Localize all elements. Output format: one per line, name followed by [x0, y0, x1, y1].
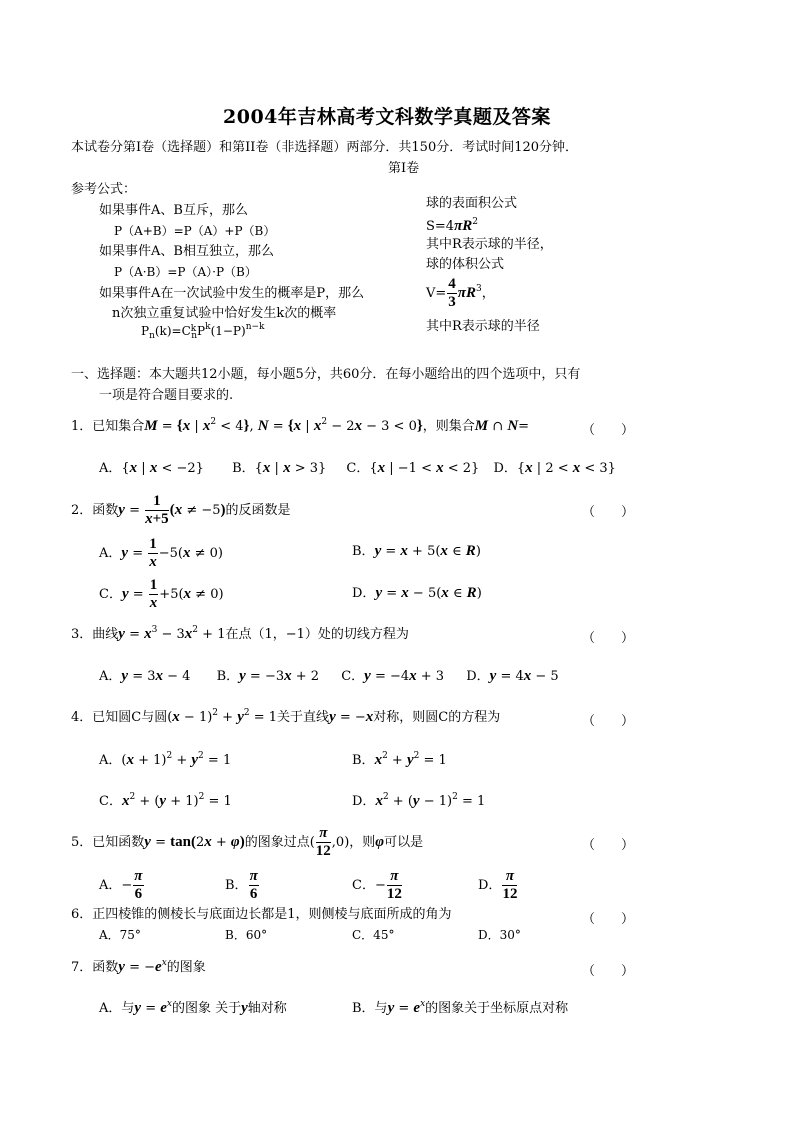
answer-bracket: （ ）	[582, 964, 635, 979]
sphere-volume-formula: V= $\frac{4}{3}$ $\pi R^3$，	[426, 276, 495, 310]
formulas-heading: 参考公式：	[71, 182, 137, 197]
q2-option-c: C．y = $\frac{1}{x}$ +5(x ≠ 0)	[99, 577, 224, 611]
section-heading-cont: 一项是符合题目要求的.	[99, 388, 234, 403]
q5-option-d: D． $\frac{\pi}{12}$	[478, 868, 518, 902]
q5-option-c: C．− $\frac{\pi}{12}$	[352, 868, 402, 902]
answer-bracket: （ ）	[582, 423, 635, 438]
q4-option-d: D．$x^2 + (y - 1)^2 = 1$	[352, 792, 486, 809]
formula-line: 如果事件A在一次试验中发生的概率是P，那么	[99, 286, 365, 301]
question-4: 4．已知圆C与圆$(x - 1)^2 + y^2 = 1$关于直线y = −x对称，则圆C的方程为	[71, 708, 501, 725]
section-heading: 一、选择题：本大题共12小题，每小题5分，共60分．在每小题给出的四个选项中，只有	[71, 367, 581, 382]
formula-line: 其中R表示球的半径，	[426, 237, 553, 252]
q1-options: A．{x | x < −2} B．{x | x > 3} C．{x | −1 < x < 2} D．{x | 2 < x < 3}	[99, 460, 616, 476]
question-3: 3．曲线$y = x^3 - 3x^2 + 1$在点（1，−1）处的切线方程为	[71, 625, 409, 642]
q6-option-a: A．75°	[99, 928, 141, 942]
sphere-area-formula: $S=4\pi R^2$	[426, 217, 479, 234]
formula-line: P（A·B）=P（A）·P（B）	[114, 265, 257, 279]
q6-option-d: D．30°	[478, 928, 521, 942]
q6-option-c: C．45°	[352, 928, 395, 942]
question-6: 6．正四棱锥的侧棱长与底面边长都是1，则侧棱与底面所成的角为	[71, 907, 452, 922]
formula-line: 球的体积公式	[426, 257, 505, 272]
formula-line: 其中R表示球的半径	[426, 319, 540, 334]
q5-option-b: B． $\frac{\pi}{6}$	[225, 868, 258, 902]
q2-option-a: A．y = $\frac{1}{x}$ −5(x ≠ 0)	[99, 536, 223, 570]
answer-bracket: （ ）	[582, 631, 635, 646]
q4-option-a: A．$(x + 1)^2 + y^2 = 1$	[99, 751, 232, 768]
q4-option-b: B．$x^2 + y^2 = 1$	[352, 751, 447, 768]
question-7: 7．函数$y = -e^x$的图象	[71, 958, 206, 975]
question-1: 1．已知集合M = {x | $x^2 < 4$}, N = {x | $x^2 - 2x - 3 < 0$}，则集合M ∩ N=	[71, 417, 530, 434]
question-5: 5．已知函数y = tan(2x + φ)的图象过点( $\frac{\pi}{12}$ ,0)，则φ可以是	[71, 825, 424, 859]
q4-option-c: C．$x^2 + (y + 1)^2 = 1$	[99, 792, 232, 809]
answer-bracket: （ ）	[582, 714, 635, 729]
q2-option-b: B．y = x + 5(x ∈ R)	[352, 543, 481, 559]
formula-line: 如果事件A、B互斥，那么	[99, 203, 248, 218]
q3-options: A．y = 3x − 4 B．y = −3x + 2 C．y = −4x + 3 D．y = 4x − 5	[99, 668, 559, 684]
part-heading: 第I卷	[388, 161, 420, 176]
q2-option-d: D．y = x − 5(x ∈ R)	[352, 585, 482, 601]
formula-line: 如果事件A、B相互独立，那么	[99, 244, 274, 259]
answer-bracket: （ ）	[582, 912, 635, 927]
q5-option-a: A．− $\frac{\pi}{6}$	[99, 868, 143, 902]
q7-option-b: B．与$y = e^x$的图象关于坐标原点对称	[352, 999, 569, 1016]
formula-line: n次独立重复试验中恰好发生k次的概率	[112, 306, 337, 321]
formula-line: P（A+B）=P（A）+P（B）	[114, 224, 276, 238]
page-title: 2004年吉林高考文科数学真题及答案	[223, 106, 551, 128]
intro-text: 本试卷分第I卷（选择题）和第II卷（非选择题）两部分．共150分．考试时间120分钟．	[71, 140, 579, 155]
binomial-formula: $P_n(k)=C_{kn}P^k(1-P)^{n-k}$	[141, 322, 265, 341]
q7-option-a: A．与$y = e^x$的图象 关于y轴对称	[99, 999, 287, 1016]
formula-line: 球的表面积公式	[426, 196, 518, 211]
question-2: 2．函数y = $\frac{1}{x+5}$ (x ≠ −5)的反函数是	[71, 493, 291, 527]
q6-option-b: B．60°	[225, 928, 268, 942]
answer-bracket: （ ）	[582, 505, 635, 520]
answer-bracket: （ ）	[582, 838, 635, 853]
